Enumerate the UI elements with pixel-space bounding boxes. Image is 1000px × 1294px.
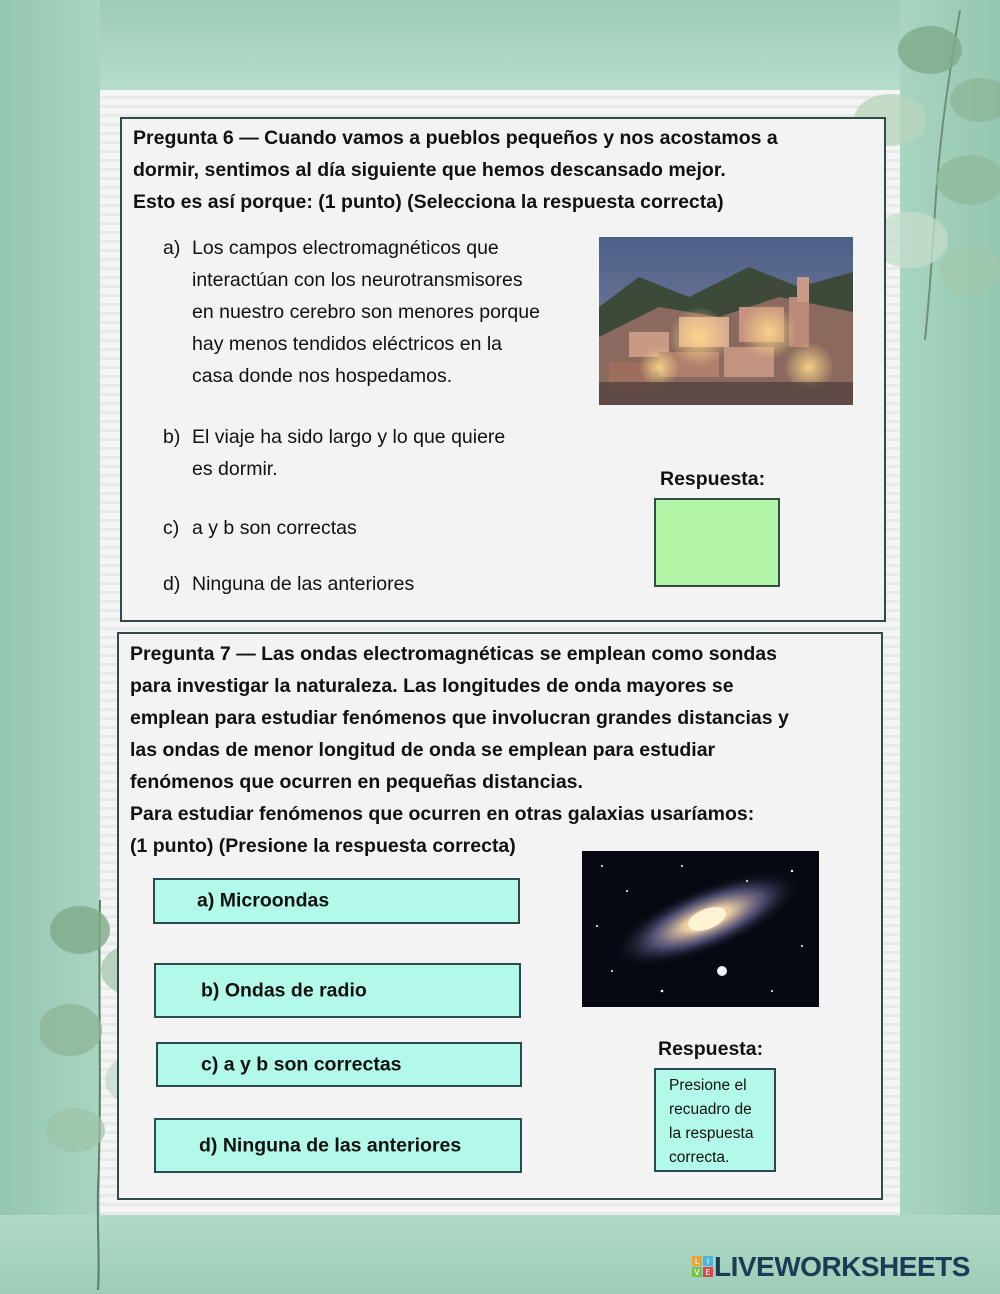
liveworksheets-logo-icon [692,1256,714,1278]
logo-letter: V [694,1268,700,1277]
answer-box-line: recuadro de [669,1101,752,1118]
question-6-title-line: Esto es así porque: (1 punto) (Selecciona la respuesta correcta) [133,191,724,213]
option-text-line: El viaje ha sido largo y lo que quiere [192,426,506,448]
question-6-title-line: Pregunta 6 — Cuando vamos a pueblos pequeños y nos acostamos a [133,127,778,149]
question-7-option-b-button[interactable] [154,963,521,1018]
question-7-option-c-button[interactable] [156,1042,522,1087]
question-7-option-d-button[interactable] [154,1118,522,1173]
logo-letter: L [694,1257,700,1266]
question-7-answer-label: Respuesta: [658,1038,764,1060]
option-letter: b) [163,426,181,448]
question-6-option-c [163,512,593,546]
question-7-title-line: Para estudiar fenómenos que ocurren en otras galaxias usaríamos: [130,803,755,825]
question-7-title-line: fenómenos que ocurren en pequeñas distancias. [130,771,583,793]
question-7-title-line: (1 punto) (Presione la respuesta correcta) [130,835,516,857]
question-7-answer-box[interactable] [654,1068,776,1172]
question-6-answer-input[interactable] [654,498,780,587]
option-text-line: interactúan con los neurotransmisores [192,269,523,291]
galaxy-photo [582,851,819,1007]
option-button-label: d) Ninguna de las anteriores [199,1134,462,1156]
option-text-line: Los campos electromagnéticos que [192,237,499,259]
option-button-label: c) a y b son correctas [201,1053,402,1075]
question-7-title-line: las ondas de menor longitud de onda se emplean para estudiar [130,739,716,761]
question-7-title-line: para investigar la naturaleza. Las longitudes de onda mayores se [130,675,734,697]
liveworksheets-logo [692,1252,970,1282]
option-letter: c) [163,517,180,539]
option-text-line: Ninguna de las anteriores [192,573,415,595]
question-7-title-line: Pregunta 7 — Las ondas electromagnéticas se emplean como sondas [130,643,777,665]
option-text-line: es dormir. [192,458,278,480]
logo-letter: E [705,1268,711,1277]
option-text-line: hay menos tendidos eléctricos en la [192,333,503,355]
question-7-option-a-button[interactable] [153,878,520,924]
question-6-option-b [163,421,593,491]
option-letter: a) [163,237,181,259]
option-button-label: a) Microondas [197,889,330,912]
question-6-option-a [163,232,593,397]
answer-box-line: correcta. [669,1149,730,1166]
question-6-option-d [163,568,593,602]
question-6-title [133,122,873,218]
brand-name: LIVEWORKSHEETS [714,1251,970,1282]
question-6-title-line: dormir, sentimos al día siguiente que hemos descansado mejor. [133,159,726,181]
option-text-line: casa donde nos hospedamos. [192,365,453,387]
question-7-title-line: emplean para estudiar fenómenos que involucran grandes distancias y [130,707,789,729]
option-text-line: a y b son correctas [192,517,357,539]
village-photo [599,237,853,405]
logo-letter: I [706,1257,710,1266]
question-7-title [130,638,875,862]
option-text-line: en nuestro cerebro son menores porque [192,301,540,323]
option-letter: d) [163,573,181,595]
answer-box-line: la respuesta [669,1125,754,1142]
option-button-label: b) Ondas de radio [201,979,367,1001]
answer-box-line: Presione el [669,1077,747,1094]
question-6-answer-label: Respuesta: [660,468,766,490]
